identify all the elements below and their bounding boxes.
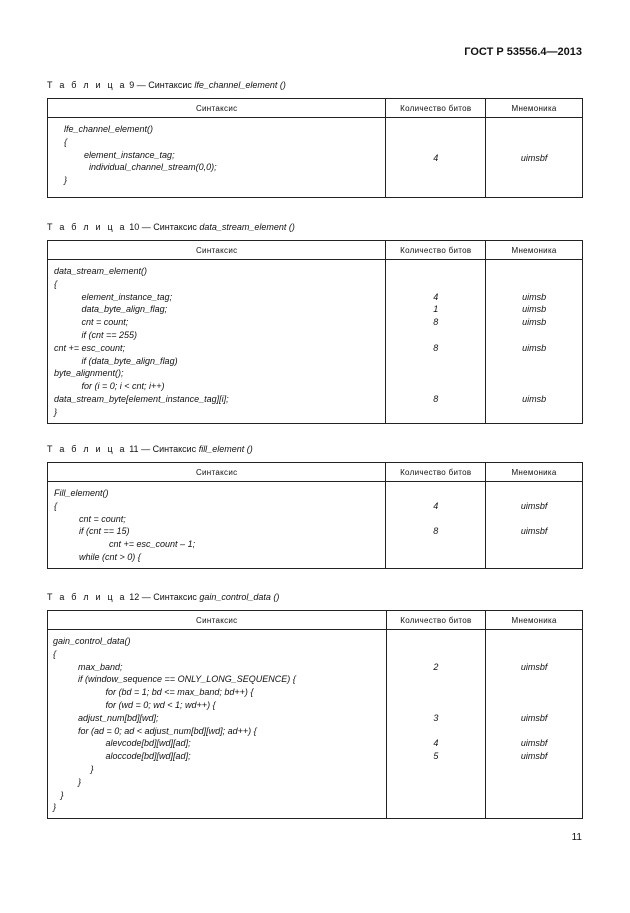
caption-text: — Синтаксис: [136, 80, 192, 90]
syntax-cell: [48, 118, 386, 198]
mnemonic-value: [486, 513, 582, 526]
code-line: }: [54, 406, 58, 417]
bits-value: [386, 265, 485, 278]
table-12-caption: [47, 592, 279, 602]
mnemonic-value: [486, 776, 582, 789]
caption-number: 10: [129, 222, 140, 232]
bits-value: [386, 538, 485, 551]
caption-label: Т а б л и ц а: [47, 444, 127, 454]
mnemonic-value: uimsb: [522, 291, 547, 302]
col-header-bits: Количество битов: [386, 463, 486, 482]
bits-value: 8: [433, 526, 439, 537]
code-line: data_stream_byte[element_instance_tag][i];: [54, 393, 229, 404]
bits-value: [387, 673, 486, 686]
bits-value: 5: [433, 751, 439, 762]
mnemonic-value: uimsb: [522, 393, 547, 404]
mnemonic-value: uimsbf: [520, 500, 548, 511]
bits-value: [387, 635, 486, 648]
mnemonic-value: [486, 538, 582, 551]
code-line: Fill_element(): [54, 488, 109, 498]
mnemonic-value: [486, 725, 582, 738]
mnemonic-value: [486, 801, 582, 814]
bits-value: 8: [433, 342, 439, 353]
bits-value: [387, 789, 486, 802]
bits-cell: [386, 260, 486, 424]
table-11: [47, 462, 583, 569]
code-line: cnt += esc_count;: [54, 342, 126, 353]
mnemonic-value: [486, 551, 582, 564]
table-9: [47, 98, 583, 198]
bits-value: [387, 686, 486, 699]
mnemonic-value: [486, 265, 582, 278]
code-line: {: [54, 500, 58, 511]
bits-value: [387, 776, 486, 789]
code-line: data_byte_align_flag;: [54, 304, 168, 315]
bits-value: [387, 725, 486, 738]
code-line: if (cnt == 255): [54, 329, 138, 340]
mnemonic-value: [486, 673, 582, 686]
bits-value: [387, 699, 486, 712]
mnemonic-value: [486, 789, 582, 802]
col-header-syntax: Синтаксис: [48, 463, 386, 482]
bits-value: 4: [433, 738, 439, 749]
mnemonic-cell: [486, 482, 583, 569]
bits-value: [387, 763, 486, 776]
caption-text: — Синтаксис: [141, 444, 197, 454]
code-line: for (wd = 0; wd < 1; wd++) {: [53, 699, 216, 710]
bits-value: 2: [433, 661, 439, 672]
code-line: cnt = count;: [54, 513, 126, 524]
mnemonic-value: uimsbf: [520, 661, 548, 672]
col-header-mnemonic: Мнемоника: [486, 241, 583, 260]
caption-number: 12: [129, 592, 140, 602]
code-line: if (window_sequence == ONLY_LONG_SEQUENCE) {: [53, 674, 296, 685]
col-header-bits: Количество битов: [386, 99, 486, 118]
table-11-caption: [47, 444, 253, 454]
code-line: element_instance_tag;: [64, 149, 175, 160]
code-line: max_band;: [53, 661, 123, 672]
table-10-caption: [47, 222, 295, 232]
col-header-mnemonic: Мнемоника: [486, 611, 583, 630]
syntax-cell: [48, 482, 386, 569]
mnemonic-value: [486, 278, 582, 291]
caption-label: Т а б л и ц а: [47, 592, 127, 602]
mnemonic-cell: [486, 260, 583, 424]
mnemonic-value: uimsb: [522, 304, 547, 315]
code-line: }: [53, 789, 64, 800]
mnemonic-value: uimsb: [522, 342, 547, 353]
caption-number: 11: [129, 444, 139, 454]
caption-name: lfe_channel_element (): [194, 80, 286, 90]
syntax-cell: [48, 260, 386, 424]
bits-value: [386, 406, 485, 419]
code-line: }: [53, 802, 57, 813]
code-line: {: [54, 278, 58, 289]
document-standard-header: ГОСТ Р 53556.4—2013: [464, 46, 582, 58]
code-line: if (data_byte_align_flag): [54, 355, 178, 366]
code-line: individual_channel_stream(0,0);: [64, 162, 217, 173]
bits-value: [387, 801, 486, 814]
mnemonic-value: [486, 699, 582, 712]
bits-value: [386, 278, 485, 291]
bits-value: [386, 380, 485, 393]
code-line: for (ad = 0; ad < adjust_num[bd][wd]; ad++) {: [53, 725, 257, 736]
col-header-mnemonic: Мнемоника: [486, 463, 583, 482]
bits-value: 3: [433, 712, 439, 723]
code-line: {: [64, 136, 68, 147]
code-line: {: [53, 648, 57, 659]
code-line: cnt = count;: [54, 317, 129, 328]
code-line: data_stream_element(): [54, 266, 148, 276]
mnemonic-value: [486, 686, 582, 699]
bits-cell: 4: [386, 118, 486, 198]
bits-value: 4: [433, 291, 439, 302]
code-line: }: [53, 776, 82, 787]
code-line: cnt += esc_count – 1;: [54, 539, 196, 550]
caption-label: Т а б л и ц а: [47, 80, 127, 90]
code-line: for (bd = 1; bd <= max_band; bd++) {: [53, 687, 254, 698]
mnemonic-value: uimsbf: [520, 751, 548, 762]
code-line: }: [53, 763, 94, 774]
code-line: if (cnt == 15): [54, 526, 130, 537]
caption-name: data_stream_element (): [199, 222, 295, 232]
col-header-syntax: Синтаксис: [48, 241, 386, 260]
mnemonic-cell: uimsbf: [486, 118, 583, 198]
bits-value: [386, 367, 485, 380]
code-line: aloccode[bd][wd][ad];: [53, 751, 191, 762]
caption-number: 9: [129, 80, 135, 90]
page-number: 11: [571, 832, 582, 843]
mnemonic-value: uimsb: [522, 317, 547, 328]
mnemonic-value: [486, 406, 582, 419]
caption-name: fill_element (): [198, 444, 253, 454]
bits-value: [386, 329, 485, 342]
mnemonic-value: [486, 329, 582, 342]
col-header-bits: Количество битов: [386, 241, 486, 260]
mnemonic-value: [486, 648, 582, 661]
syntax-cell: [48, 630, 387, 819]
bits-value: 8: [433, 317, 439, 328]
col-header-syntax: Синтаксис: [48, 99, 386, 118]
caption-label: Т а б л и ц а: [47, 222, 127, 232]
bits-value: [387, 648, 486, 661]
mnemonic-value: uimsbf: [520, 712, 548, 723]
mnemonic-value: [486, 355, 582, 368]
code-line: gain_control_data(): [53, 636, 131, 646]
mnemonic-value: [486, 487, 582, 500]
bits-value: 1: [433, 304, 439, 315]
caption-text: — Синтаксис: [141, 592, 197, 602]
caption-name: gain_control_data (): [199, 592, 280, 602]
caption-text: — Синтаксис: [141, 222, 197, 232]
mnemonic-value: uimsbf: [520, 526, 548, 537]
mnemonic-cell: [486, 630, 583, 819]
bits-cell: [386, 482, 486, 569]
col-header-mnemonic: Мнемоника: [486, 99, 583, 118]
code-line: while (cnt > 0) {: [54, 551, 141, 562]
col-header-bits: Количество битов: [386, 611, 486, 630]
mnemonic-value: [486, 380, 582, 393]
mnemonic-value: [486, 635, 582, 648]
table-9-caption: [47, 80, 286, 90]
table-12: [47, 610, 583, 819]
mnemonic-value: [486, 763, 582, 776]
col-header-syntax: Синтаксис: [48, 611, 387, 630]
code-line: element_instance_tag;: [54, 291, 173, 302]
code-line: }: [64, 175, 68, 186]
mnemonic-value: [486, 367, 582, 380]
bits-cell: [386, 630, 486, 819]
bits-value: 4: [433, 500, 439, 511]
bits-value: [386, 355, 485, 368]
bits-value: [386, 513, 485, 526]
bits-value: [386, 551, 485, 564]
mnemonic-value: uimsbf: [520, 738, 548, 749]
bits-value: 8: [433, 393, 439, 404]
code-line: lfe_channel_element(): [64, 124, 154, 134]
bits-value: [386, 487, 485, 500]
code-line: byte_alignment();: [54, 368, 124, 379]
code-line: alevcode[bd][wd][ad];: [53, 738, 191, 749]
table-10: [47, 240, 583, 424]
code-line: for (i = 0; i < cnt; i++): [54, 381, 165, 392]
code-line: adjust_num[bd][wd];: [53, 712, 159, 723]
